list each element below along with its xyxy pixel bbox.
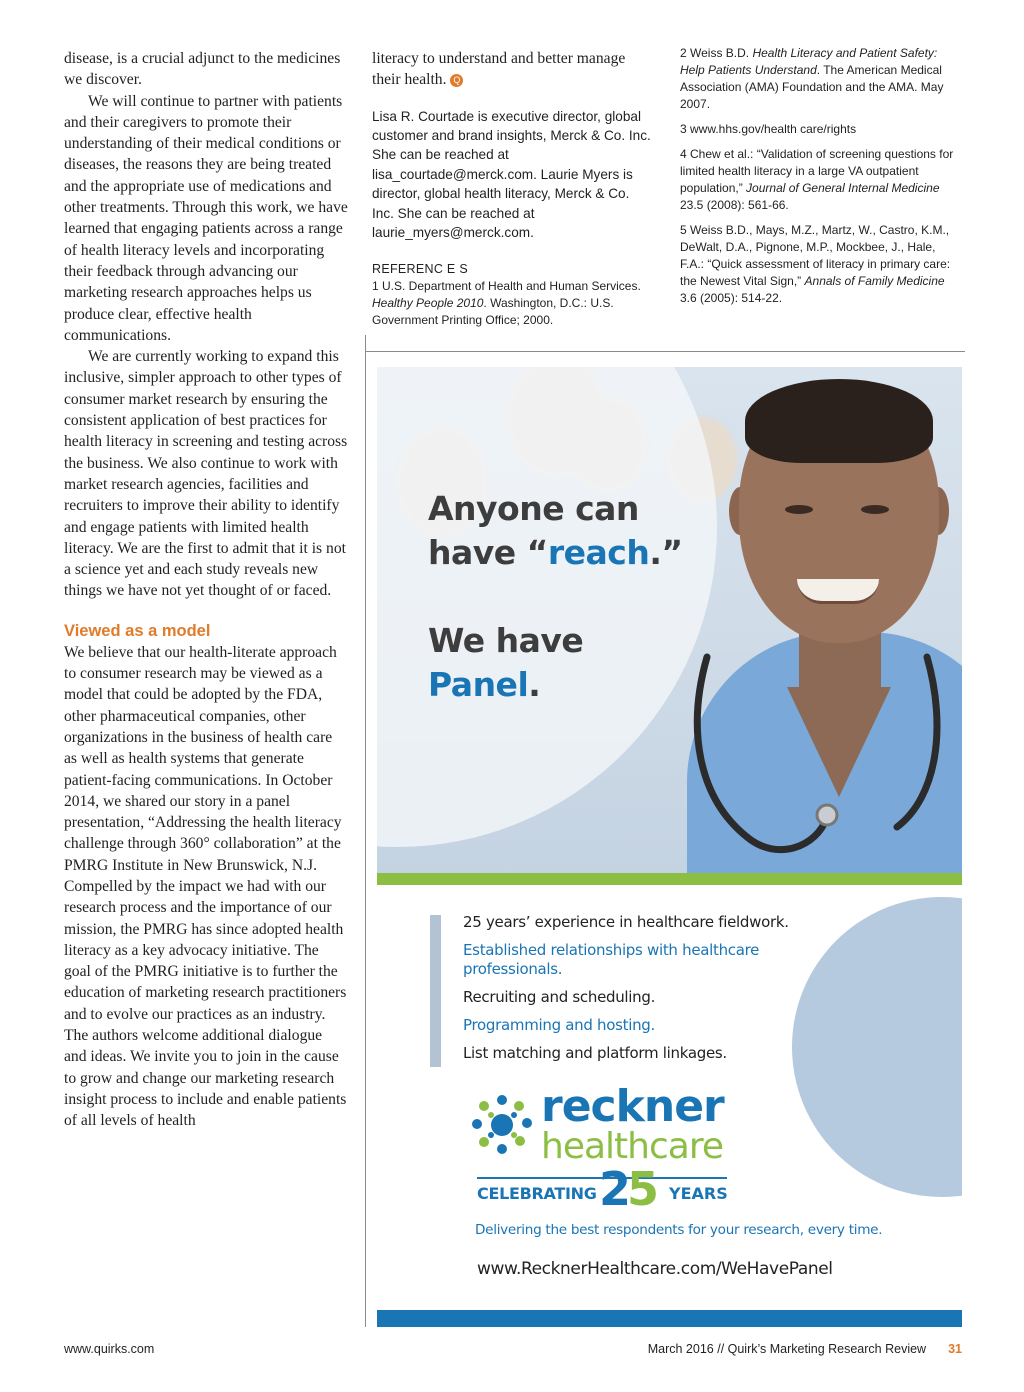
footer-website[interactable]: www.quirks.com [64, 1342, 155, 1356]
end-of-article-icon: Q [450, 74, 463, 87]
headline-line-3: We have [428, 621, 584, 660]
page-number: 31 [948, 1342, 962, 1356]
reckner-healthcare-logo [469, 1081, 769, 1242]
headline-quote-end: .” [649, 533, 683, 572]
ad-headline [428, 487, 728, 707]
reference-4 [680, 146, 962, 214]
doctor-eye-right [861, 505, 889, 514]
reference-4-details: 23.5 (2008): 561-66. [680, 198, 789, 212]
closing-text: literacy to understand and better manage their health. [372, 50, 626, 89]
references-right-column [680, 45, 962, 315]
paragraph-2: We will continue to partner with patients and their caregivers to promote their understanding of their medical conditions or diseases, the reasons they are being treated and the appropriate use of medications and other treatments. Through this work, we have learned that engaging patients across a range of health literacy levels and incorporating their feedback through advancing our marketing research approaches helps us produce clear, effective health communications. [64, 92, 348, 344]
headline-line-4 [428, 663, 728, 707]
footer-issue [648, 1342, 962, 1356]
reference-1-authors: 1 U.S. Department of Health and Human Services. [372, 279, 641, 294]
column-divider-horizontal [365, 351, 965, 352]
headline-line-2 [428, 531, 728, 575]
author-bio: Lisa R. Courtade is executive director, global customer and brand insights, Merck & Co. Inc. She can be reached at lisa_courtade@merck.com. Laurie Myers is director, global health literacy, Merck & Co. Inc. She can be reached at laurie_myers@merck.com. [372, 108, 651, 241]
ad-tagline: Delivering the best respondents for your research, every time. [475, 1222, 883, 1238]
ad-feature-list [463, 913, 823, 1072]
headline-period: . [528, 665, 541, 704]
ad-feature-5: List matching and platform linkages. [463, 1044, 727, 1062]
headline-panel: Panel [428, 665, 529, 704]
closing-paragraph [372, 48, 654, 91]
reference-3: 3 www.hhs.gov/health care/rights [680, 122, 857, 136]
reference-5-title: Annals of Family Medicine [804, 274, 945, 288]
reference-2-title: Health Literacy and Patient Safety: Help Patients Understand [680, 46, 938, 77]
reference-1 [372, 278, 654, 329]
doctor-eye-left [785, 505, 813, 514]
footer-issue-text: March 2016 // Quirk’s Marketing Research Review [647, 1342, 927, 1356]
headline-spacer [428, 575, 728, 619]
logo-reckner-text: reckner [541, 1081, 724, 1132]
ad-green-stripe [377, 873, 962, 885]
logo-years-text: YEARS [669, 1184, 728, 1203]
ad-bullet-bar [430, 915, 441, 1067]
reference-4-authors: 4 Chew et al.: “Validation of screening questions for limited health literacy in a large VA outpatient population,” [680, 147, 954, 195]
article-left-column [64, 48, 348, 1132]
logo-celebrating-text: CELEBRATING [477, 1184, 597, 1203]
ad-feature-1: 25 years’ experience in healthcare fieldwork. [463, 913, 789, 931]
logo-healthcare-text: healthcare [541, 1126, 723, 1167]
logo-25-mark [599, 1164, 655, 1214]
headline-reach: reach [547, 533, 650, 572]
ad-feature-4: Programming and hosting. [463, 1016, 655, 1034]
reference-4-title: Journal of General Internal Medicine [746, 181, 940, 195]
reference-1-title: Healthy People 2010 [372, 296, 484, 311]
ad-feature-3: Recruiting and scheduling. [463, 988, 656, 1006]
column-divider-vertical [365, 335, 366, 1327]
logo-digit-2: 2 [599, 1162, 628, 1216]
reference-1-details: . Washington, D.C.: U.S. Government Printing Office; 2000. [372, 296, 614, 328]
article-middle-column [372, 48, 654, 329]
paragraph-3: We are currently working to expand this inclusive, simpler approach to other types of consumer market research by ensuring the consistent application of best practices for health literacy in screening and testing across the business. We also continue to work with market research agencies, facilities and recruiters to improve their ability to identify and engage patients with limited health literacy. We are the first to admit that it is not a science yet and each study reveals new things we have not yet thought of or faced. [64, 348, 348, 600]
logo-digit-5: 5 [627, 1162, 656, 1216]
reference-5-details: 3.6 (2005): 514-22. [680, 291, 783, 305]
paragraph-4: We believe that our health-literate approach to consumer research may be viewed as a model that could be adopted by the FDA, other pharmaceutical companies, other organizations in the business of health care as well as health systems that generate patient-facing communications. In October 2014, we shared our story in a panel presentation, “Addressing the health literacy challenge through 360° collaboration” at the PMRG Institute in New Brunswick, N.J. Compelled by the impact we had with our research process and the importance of our mission, the PMRG has since adopted health literacy as a key advocacy initiative. The goal of the PMRG initiative is to further the education of marketing research practitioners and to evolve our practices as an industry. The authors welcome additional dialogue and ideas. We invite you to join in the cause to grow and change our marketing research insight process to include and enable patients of all levels of health [64, 643, 347, 1130]
reference-2 [680, 45, 962, 113]
reference-5 [680, 222, 962, 307]
reference-2-authors: 2 Weiss B.D. [680, 46, 753, 60]
headline-line-1: Anyone can [428, 489, 639, 528]
reference-2-details: . The American Medical Association (AMA) Foundation and the AMA. May 2007. [680, 63, 944, 111]
headline-have: have “ [428, 533, 548, 572]
logo-dots-icon [469, 1092, 535, 1158]
reckner-advertisement [377, 367, 962, 1327]
ad-feature-2: Established relationships with healthcare professionals. [463, 941, 760, 978]
doctor-hair [745, 379, 933, 463]
paragraph-1: disease, is a crucial adjunct to the medicines we discover. [64, 50, 341, 89]
doctor-photo [377, 367, 962, 873]
references-heading: REFERENC E S [372, 262, 468, 277]
reference-5-authors: 5 Weiss B.D., Mays, M.Z., Martz, W., Castro, K.M., DeWalt, D.A., Pignone, M.P., Mockbee, J., Hale, F.A.: “Quick assessment of literacy in primary care: the Newest Vital Sign,” [680, 223, 951, 288]
doctor-smile [797, 579, 879, 604]
ad-bottom-bar [377, 1310, 962, 1327]
section-heading: Viewed as a model [64, 621, 211, 640]
ad-website-link[interactable]: www.RecknerHealthcare.com/WeHavePanel [477, 1259, 833, 1279]
